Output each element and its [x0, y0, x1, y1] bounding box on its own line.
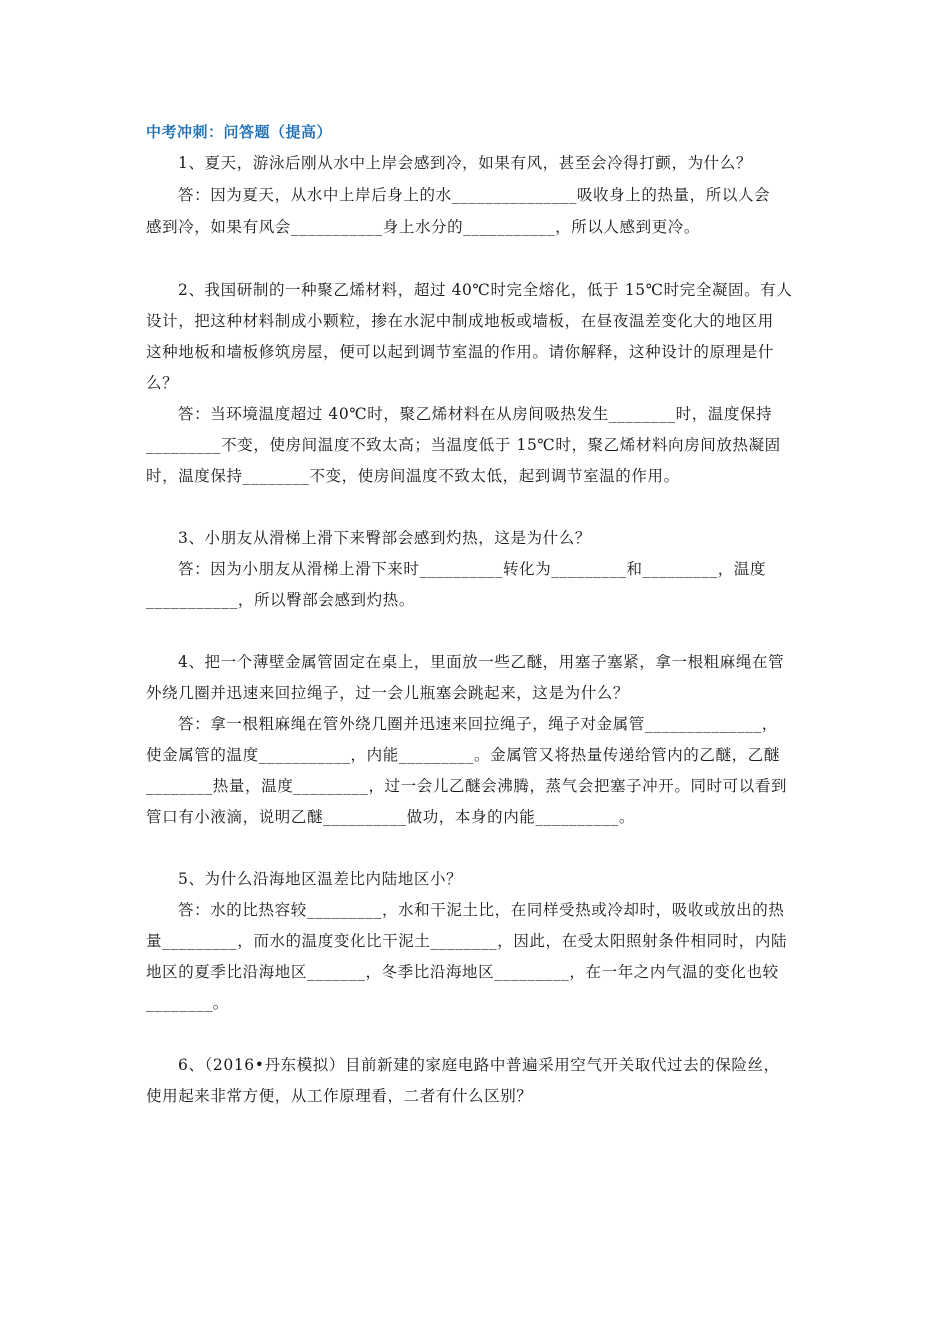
question-4-line-1: 4、把一个薄壁金属管固定在桌上，里面放一些乙醚，用塞子塞紧，拿一根粗麻绳在管 [178, 653, 785, 671]
question-5-line-1: 5、为什么沿海地区温差比内陆地区小？ [178, 870, 463, 888]
answer-4-line-3: ________热量，温度_________，过一会儿乙醚会沸腾，蒸气会把塞子冲开。同时可以看到 [146, 777, 788, 795]
document-title: 中考冲刺：问答题（提高） [146, 123, 333, 141]
answer-4-line-1: 答：拿一根粗麻绳在管外绕几圈并迅速来回拉绳子，绳子对金属管______________， [178, 715, 778, 733]
question-2-line-1: 2、我国研制的一种聚乙烯材料，超过 40℃时完全熔化，低于 15℃时完全凝固。有人 [178, 281, 793, 299]
answer-2-line-1: 答：当环境温度超过 40℃时，聚乙烯材料在从房间吸热发生________时，温度保持 [178, 405, 773, 423]
question-2-line-4: 么？ [146, 374, 179, 392]
answer-4-line-4: 管口有小液滴，说明乙醚__________做功，本身的内能__________。 [146, 808, 636, 826]
answer-1-line-1: 答：因为夏天，从水中上岸后身上的水_______________吸收身上的热量，所以人会 [178, 186, 771, 204]
answer-2-line-3: 时，温度保持________不变，使房间温度不致太低，起到调节室温的作用。 [146, 467, 680, 485]
question-6-line-1: 6、（2016•丹东模拟）目前新建的家庭电路中普遍采用空气开关取代过去的保险丝， [178, 1056, 780, 1074]
question-2-line-2: 设计，把这种材料制成小颗粒，掺在水泥中制成地板或墙板，在昼夜温差变化大的地区用 [146, 312, 774, 330]
question-2-line-3: 这种地板和墙板修筑房屋，便可以起到调节室温的作用。请你解释，这种设计的原理是什 [146, 343, 774, 361]
answer-5-line-2: 量_________，而水的温度变化比干泥土________，因此，在受太阳照射条件相同时，内陆 [146, 932, 788, 950]
answer-5-line-4: ________。 [146, 994, 229, 1012]
answer-1-line-2: 感到冷，如果有风会___________身上水分的___________，所以人感到更冷。 [146, 218, 701, 236]
question-4-line-2: 外绕几圈并迅速来回拉绳子，过一会儿瓶塞会跳起来，这是为什么？ [146, 684, 630, 702]
answer-5-line-3: 地区的夏季比沿海地区_______，冬季比沿海地区_________，在一年之内气温的变化也较 [146, 963, 779, 981]
answer-3-line-2: ___________，所以臀部会感到灼热。 [146, 591, 415, 609]
question-6-line-2: 使用起来非常方便，从工作原理看，二者有什么区别？ [146, 1087, 533, 1105]
answer-3-line-1: 答：因为小朋友从滑梯上滑下来时__________转化为_________和_________，温度 [178, 560, 767, 578]
question-3-line-1: 3、小朋友从滑梯上滑下来臀部会感到灼热，这是为什么？ [178, 529, 591, 547]
question-1-line-1: 1、夏天，游泳后刚从水中上岸会感到冷，如果有风，甚至会冷得打颤，为什么？ [178, 154, 752, 172]
answer-5-line-1: 答：水的比热容较_________，水和干泥土比，在同样受热或冷却时，吸收或放出的热 [178, 901, 785, 919]
answer-2-line-2: _________不变，使房间温度不致太高；当温度低于 15℃时，聚乙烯材料向房间放热凝固 [146, 436, 781, 454]
answer-4-line-2: 使金属管的温度___________，内能_________。金属管又将热量传递给管内的乙醚，乙醚 [146, 746, 780, 764]
